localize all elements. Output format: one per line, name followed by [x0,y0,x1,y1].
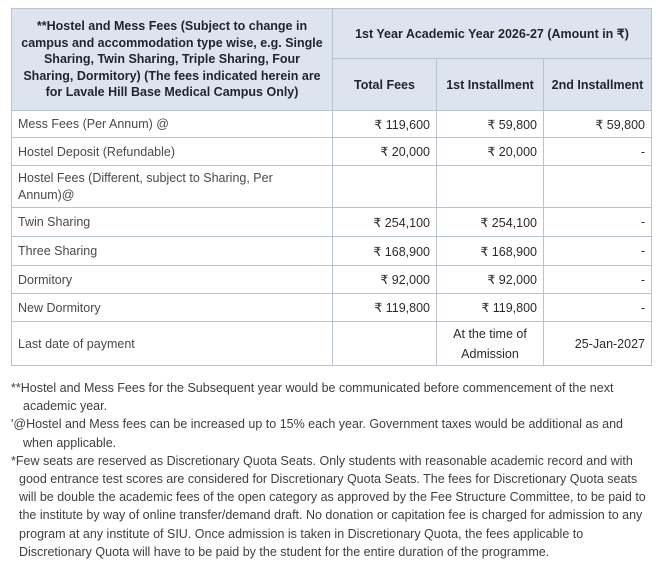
first-installment-cell [437,166,544,208]
second-installment-cell: - [544,237,652,266]
total-fees-cell: ₹ 254,100 [333,208,437,237]
row-label: New Dormitory [12,294,333,322]
total-fees-cell [333,166,437,208]
first-installment-cell: ₹ 59,800 [437,111,544,138]
row-label: Mess Fees (Per Annum) @ [12,111,333,138]
first-installment-cell: ₹ 168,900 [437,237,544,266]
second-installment-cell: - [544,208,652,237]
table-row [12,208,652,237]
second-installment-cell: 25-Jan-2027 [544,322,652,366]
second-installment-cell: ₹ 59,800 [544,111,652,138]
table-row [12,237,652,266]
first-installment-cell: ₹ 20,000 [437,138,544,166]
header-total-fees: Total Fees [333,59,437,111]
table-row-last-date [12,322,652,366]
total-fees-cell: ₹ 168,900 [333,237,437,266]
table-row [12,294,652,322]
second-installment-cell [544,166,652,208]
header-second-installment: 2nd Installment [544,59,652,111]
table-row [12,111,652,138]
footnote-hostel-mess: **Hostel and Mess Fees for the Subsequent year would be communicated before commencement of the next academic year. [11,381,614,414]
total-fees-cell: ₹ 20,000 [333,138,437,166]
hostel-mess-fees-table [11,8,652,366]
first-installment-cell: At the time of Admission [437,322,544,366]
row-label: Twin Sharing [12,208,333,237]
row-label: Hostel Fees (Different, subject to Sharing, Per Annum)@ [12,166,333,208]
first-installment-cell: ₹ 254,100 [437,208,544,237]
table-row [12,266,652,294]
total-fees-cell: ₹ 119,600 [333,111,437,138]
header-first-installment: 1st Installment [437,59,544,111]
footnote-discretionary-quota: *Few seats are reserved as Discretionary Quota Seats. Only students with reasonable academic record and with good entrance test scores are considered for Discretionary Quota Seats. The fees for Discretionary Quota seats will be double the academic fees of the open category as approved by the Fee Structure Committee, to be paid to the institute by way of online transfer/demand draft. No donation or capitation fee is charged for admission to any program at any institute of SIU. Once admission is taken in Discretionary Quota, the fees applicable to Discretionary Quota will have to be paid by the student for the entire duration of the programme. [11,453,646,559]
row-label: Last date of payment [12,322,333,366]
table-row [12,166,652,208]
footnote-fee-increase: '@Hostel and Mess fees can be increased up to 15% each year. Government taxes would be additional as and when applicable. [11,417,623,450]
first-installment-cell: ₹ 119,800 [437,294,544,322]
header-fee-description: **Hostel and Mess Fees (Subject to change in campus and accommodation type wise, e.g. Single Sharing, Twin Sharing, Triple Sharing, Four Sharing, Dormitory) (The fees indicated herein are for Lavale Hill Base Medical Campus Only) [12,9,333,111]
table-row [12,138,652,166]
total-fees-cell [333,322,437,366]
header-academic-year: 1st Year Academic Year 2026-27 (Amount in ₹) [333,9,652,59]
second-installment-cell: - [544,138,652,166]
total-fees-cell: ₹ 92,000 [333,266,437,294]
row-label: Hostel Deposit (Refundable) [12,138,333,166]
total-fees-cell: ₹ 119,800 [333,294,437,322]
second-installment-cell: - [544,266,652,294]
row-label: Three Sharing [12,237,333,266]
second-installment-cell: - [544,294,652,322]
first-installment-cell: ₹ 92,000 [437,266,544,294]
row-label: Dormitory [12,266,333,294]
footnotes [11,379,651,561]
